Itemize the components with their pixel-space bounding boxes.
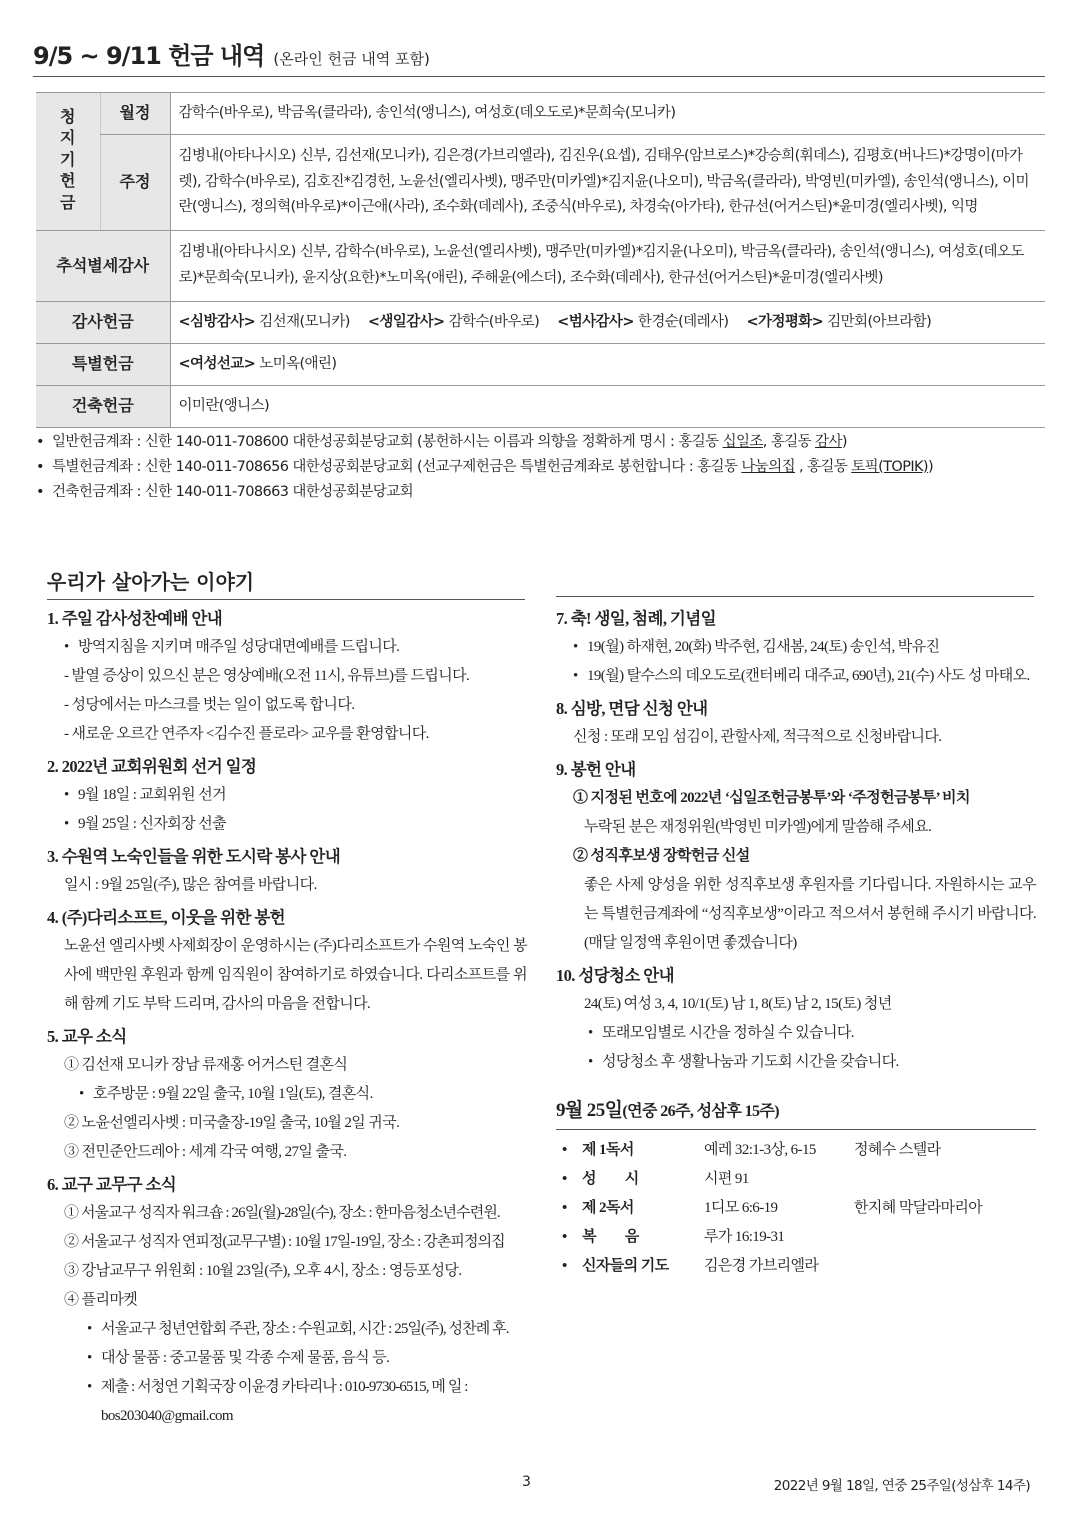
reading-ref: 1디모 6:6-19	[704, 1200, 778, 1216]
reading-label: • 신자들의 기도	[556, 1252, 704, 1281]
reading-label: • 제 2독서	[556, 1194, 704, 1223]
list-item: 누락된 분은 재정위원(박영빈 미카엘)에게 말씀해 주세요.	[584, 819, 932, 835]
reading-reader: 한지혜 막달라마리아	[854, 1200, 983, 1216]
reading-item	[556, 1194, 1036, 1223]
list-item: - 발열 증상이 있으신 분은 영상예배(오전 11시, 유튜브)를 드립니다.	[64, 668, 470, 684]
list-item: • 19(월) 하재현, 20(화) 박주현, 김새봄, 24(토) 송인석, 박유진	[573, 633, 1036, 662]
list-item: ① 서울교구 성직자 워크숍 : 26일(월)-28일(수), 장소 : 한마음청소년수련원.	[64, 1205, 500, 1221]
list-item: ① 김선재 모니카 장남 류재홍 어거스틴 결혼식	[64, 1057, 348, 1073]
list-item: • 호주방문 : 9월 22일 출국, 10월 1일(토), 결혼식.	[79, 1080, 527, 1109]
reading-ref: 김은경 가브리엘라	[704, 1258, 819, 1274]
list-item: ② 노윤선엘리사벳 : 미국출장-19일 출국, 10월 2일 귀국.	[64, 1115, 400, 1131]
section-title: 2. 2022년 교회위원회 선거 일정	[47, 757, 257, 776]
building-account: • 건축헌금계좌 : 신한 140-011-708663 대한성공회분당교회	[30, 480, 1050, 505]
readings-title: 9월 25일(연중 26주, 성삼후 15주)	[556, 1096, 1036, 1130]
reading-reader: 정혜수 스텔라	[854, 1142, 941, 1158]
list-item: - 성당에서는 마스크를 벗는 일이 없도록 합니다.	[64, 697, 355, 713]
list-item: • 성당청소 후 생활나눔과 기도회 시간을 갖습니다.	[588, 1048, 1036, 1077]
reading-label: • 복 음	[556, 1223, 704, 1252]
reading-item	[556, 1223, 1036, 1252]
list-item: ② 서울교구 성직자 연피정(교무구별) : 10월 17일-19일, 장소 : 강촌피정의집	[64, 1234, 505, 1250]
news-right-column	[556, 604, 1036, 1281]
paragraph: 좋은 사제 양성을 위한 성직후보생 후원자를 기다립니다. 자원하시는 교우는 특별헌금계좌에 “성직후보생”이라고 적으셔서 봉헌해 주시기 바랍니다. (매달 일정액 후원이면 좋겠습니다)	[584, 877, 1036, 951]
section-title: 5. 교우 소식	[47, 1027, 127, 1046]
list-item: • 또래모임별로 시간을 정하실 수 있습니다.	[588, 1019, 1036, 1048]
section-divider	[556, 596, 1034, 597]
list-item: • 서울교구 청년연합회 주관, 장소 : 수원교회, 시간 : 25일(주), 성찬례 후.	[87, 1315, 527, 1344]
special-account: • 특별헌금계좌 : 신한 140-011-708656 대한성공회분당교회 (선교구제헌금은 특별헌금계좌로 봉헌합니다 : 홍길동 나눔의집 , 홍길동 토픽(TOPIK))	[30, 455, 1050, 480]
offering-subtitle: (온라인 헌금 내역 포함)	[273, 50, 430, 68]
story-heading: 우리가 살아가는 이야기	[47, 566, 525, 600]
tithe-label: 청지기헌금	[60, 106, 76, 212]
tithe-label-cell	[36, 93, 100, 231]
weekly-label: 주정	[100, 135, 170, 231]
offering-title: 9/5 ~ 9/11 헌금 내역	[33, 42, 265, 70]
thanks-names: 김선재(모니카)	[259, 313, 350, 330]
thanks-names: 김만회(아브라함)	[827, 313, 932, 330]
readings-list	[556, 1136, 1036, 1281]
section-title: 8. 심방, 면담 신청 안내	[556, 699, 708, 718]
offering-header	[33, 36, 1045, 77]
chuseok-label: 추석별세감사	[36, 231, 170, 302]
list-item: - 새로운 오르간 연주자 <김수진 플로라> 교우를 환영합니다.	[64, 726, 429, 742]
reading-label: • 성 시	[556, 1165, 704, 1194]
offering-row-weekly	[36, 135, 1045, 231]
section-title: 7. 축! 생일, 첨례, 기념일	[556, 609, 716, 628]
reading-item	[556, 1136, 1036, 1165]
thanks-tag: <범사감사>	[557, 313, 634, 330]
list-item: • 방역지침을 지키며 매주일 성당대면예배를 드립니다.	[64, 633, 527, 662]
weekly-names: 김병내(아타나시오) 신부, 김선재(모니카), 김은경(가브리엘라), 김진우(요셉), 김태우(암브로스)*강승희(휘데스), 김평호(버나드)*강명이(마가렛), 감학수(바우로), 김호진*김경헌, 노윤선(엘리사벳), 맹주만(미카엘)*김지윤(나오미), 박금옥(클라라), 박영빈(미카엘), 송인석(앵니스), 이미란(앵니스), 정의혁(바우로)*이근애(사라), 조수화(데레사), 조중식(바우로), 차경숙(아가타), 한규선(어거스틴)*윤미경(엘리사벳), 익명	[170, 135, 1045, 231]
offering-row-thanks	[36, 302, 1045, 344]
list-item: • 대상 물품 : 중고물품 및 각종 수제 물품, 음식 등.	[87, 1344, 527, 1373]
list-item: • 19(월) 탈수스의 데오도로(캔터베리 대주교, 690년), 21(수) 사도 성 마태오.	[573, 662, 1036, 691]
section-title: 9. 봉헌 안내	[556, 760, 636, 779]
reading-label: • 제 1독서	[556, 1136, 704, 1165]
offering-row-building	[36, 386, 1045, 428]
thanks-tag: <심방감사>	[178, 313, 256, 330]
subsection-title: ② 성직후보생 장학헌금 신설	[573, 848, 750, 864]
list-item: 일시 : 9월 25일(주), 많은 참여를 바랍니다.	[64, 877, 317, 893]
contact-email: bos203040@gmail.com	[101, 1408, 233, 1424]
section-title: 1. 주일 감사성찬예배 안내	[47, 609, 223, 628]
subsection-title: ① 지정된 번호에 2022년 ‘십일조헌금봉투’와 ‘주정헌금봉투’ 비치	[573, 790, 970, 806]
reading-ref: 예레 32:1-3상, 6-15	[704, 1142, 816, 1158]
account-list	[30, 430, 1050, 505]
building-label: 건축헌금	[36, 386, 170, 428]
reading-ref: 루가 16:19-31	[704, 1229, 785, 1245]
footer-date: 2022년 9월 18일, 연중 25주일(성삼후 14주)	[773, 1478, 1030, 1494]
thanks-label: 감사헌금	[36, 302, 170, 344]
special-tag: <여성선교>	[178, 355, 256, 372]
section-title: 10. 성당청소 안내	[556, 966, 674, 985]
news-left-column	[47, 604, 527, 1431]
chuseok-names: 김병내(아타나시오) 신부, 감학수(바우로), 노윤선(엘리사벳), 맹주만(미카엘)*김지윤(나오미), 박금옥(클라라), 송인석(앵니스), 여성호(데오도로)*문희숙(모니카), 윤지상(요한)*노미옥(애린), 주해윤(에스더), 조수화(데레사), 한규선(어거스틴)*윤미경(엘리사벳)	[170, 231, 1045, 302]
thanks-items	[170, 302, 1045, 344]
thanks-names: 한경순(데레사)	[637, 313, 729, 330]
thanks-names: 감학수(바우로)	[448, 313, 540, 330]
reading-ref: 시편 91	[704, 1171, 749, 1187]
offering-row-monthly	[36, 93, 1045, 135]
building-names: 이미란(앵니스)	[170, 386, 1045, 428]
monthly-label: 월정	[100, 93, 170, 135]
thanks-tag: <가정평화>	[746, 313, 824, 330]
offering-row-chuseok	[36, 231, 1045, 302]
list-item: ③ 강남교무구 위원회 : 10월 23일(주), 오후 4시, 장소 : 영등포성당.	[64, 1263, 462, 1279]
list-item: 신청 : 또래 모임 섬김이, 관할사제, 적극적으로 신청바랍니다.	[573, 729, 942, 745]
thanks-tag: <생일감사>	[367, 313, 445, 330]
special-items	[170, 344, 1045, 386]
special-label: 특별헌금	[36, 344, 170, 386]
list-item: • 9월 25일 : 신자회장 선출	[64, 810, 527, 839]
offering-table	[36, 92, 1045, 428]
section-title: 4. (주)다리소프트, 이웃을 위한 봉헌	[47, 908, 285, 927]
list-item: • 제출 : 서청연 기획국장 이윤경 카타리나 : 010-9730-6515, 메 일 :	[87, 1373, 527, 1402]
page-number: 3	[522, 1474, 531, 1490]
offering-row-special	[36, 344, 1045, 386]
list-item: ④ 플리마켓	[64, 1292, 138, 1308]
paragraph: 노윤선 엘리사벳 사제회장이 운영하시는 (주)다리소프트가 수원역 노숙인 봉사에 백만원 후원과 함께 임직원이 참여하기로 하였습니다. 다리소프트를 위해 함께 기도 부탁 드리며, 감사의 마음을 전합니다.	[64, 938, 527, 1012]
monthly-names: 감학수(바우로), 박금옥(클라라), 송인석(앵니스), 여성호(데오도로)*문희숙(모니카)	[170, 93, 1045, 135]
reading-item	[556, 1252, 1036, 1281]
section-title: 3. 수원역 노숙인들을 위한 도시락 봉사 안내	[47, 847, 341, 866]
section-title: 6. 교구 교무구 소식	[47, 1175, 177, 1194]
list-item: 24(토) 여성 3, 4, 10/1(토) 남 1, 8(토) 남 2, 15(토) 청년	[584, 996, 892, 1012]
list-item: ③ 전민준안드레아 : 세계 각국 여행, 27일 출국.	[64, 1144, 347, 1160]
special-names: 노미옥(애린)	[259, 355, 337, 372]
general-account: • 일반헌금계좌 : 신한 140-011-708600 대한성공회분당교회 (봉헌하시는 이름과 의향을 정확하게 명시 : 홍길동 십일조, 홍길동 감사)	[30, 430, 1050, 455]
list-item: • 9월 18일 : 교회위원 선거	[64, 781, 527, 810]
reading-item	[556, 1165, 1036, 1194]
